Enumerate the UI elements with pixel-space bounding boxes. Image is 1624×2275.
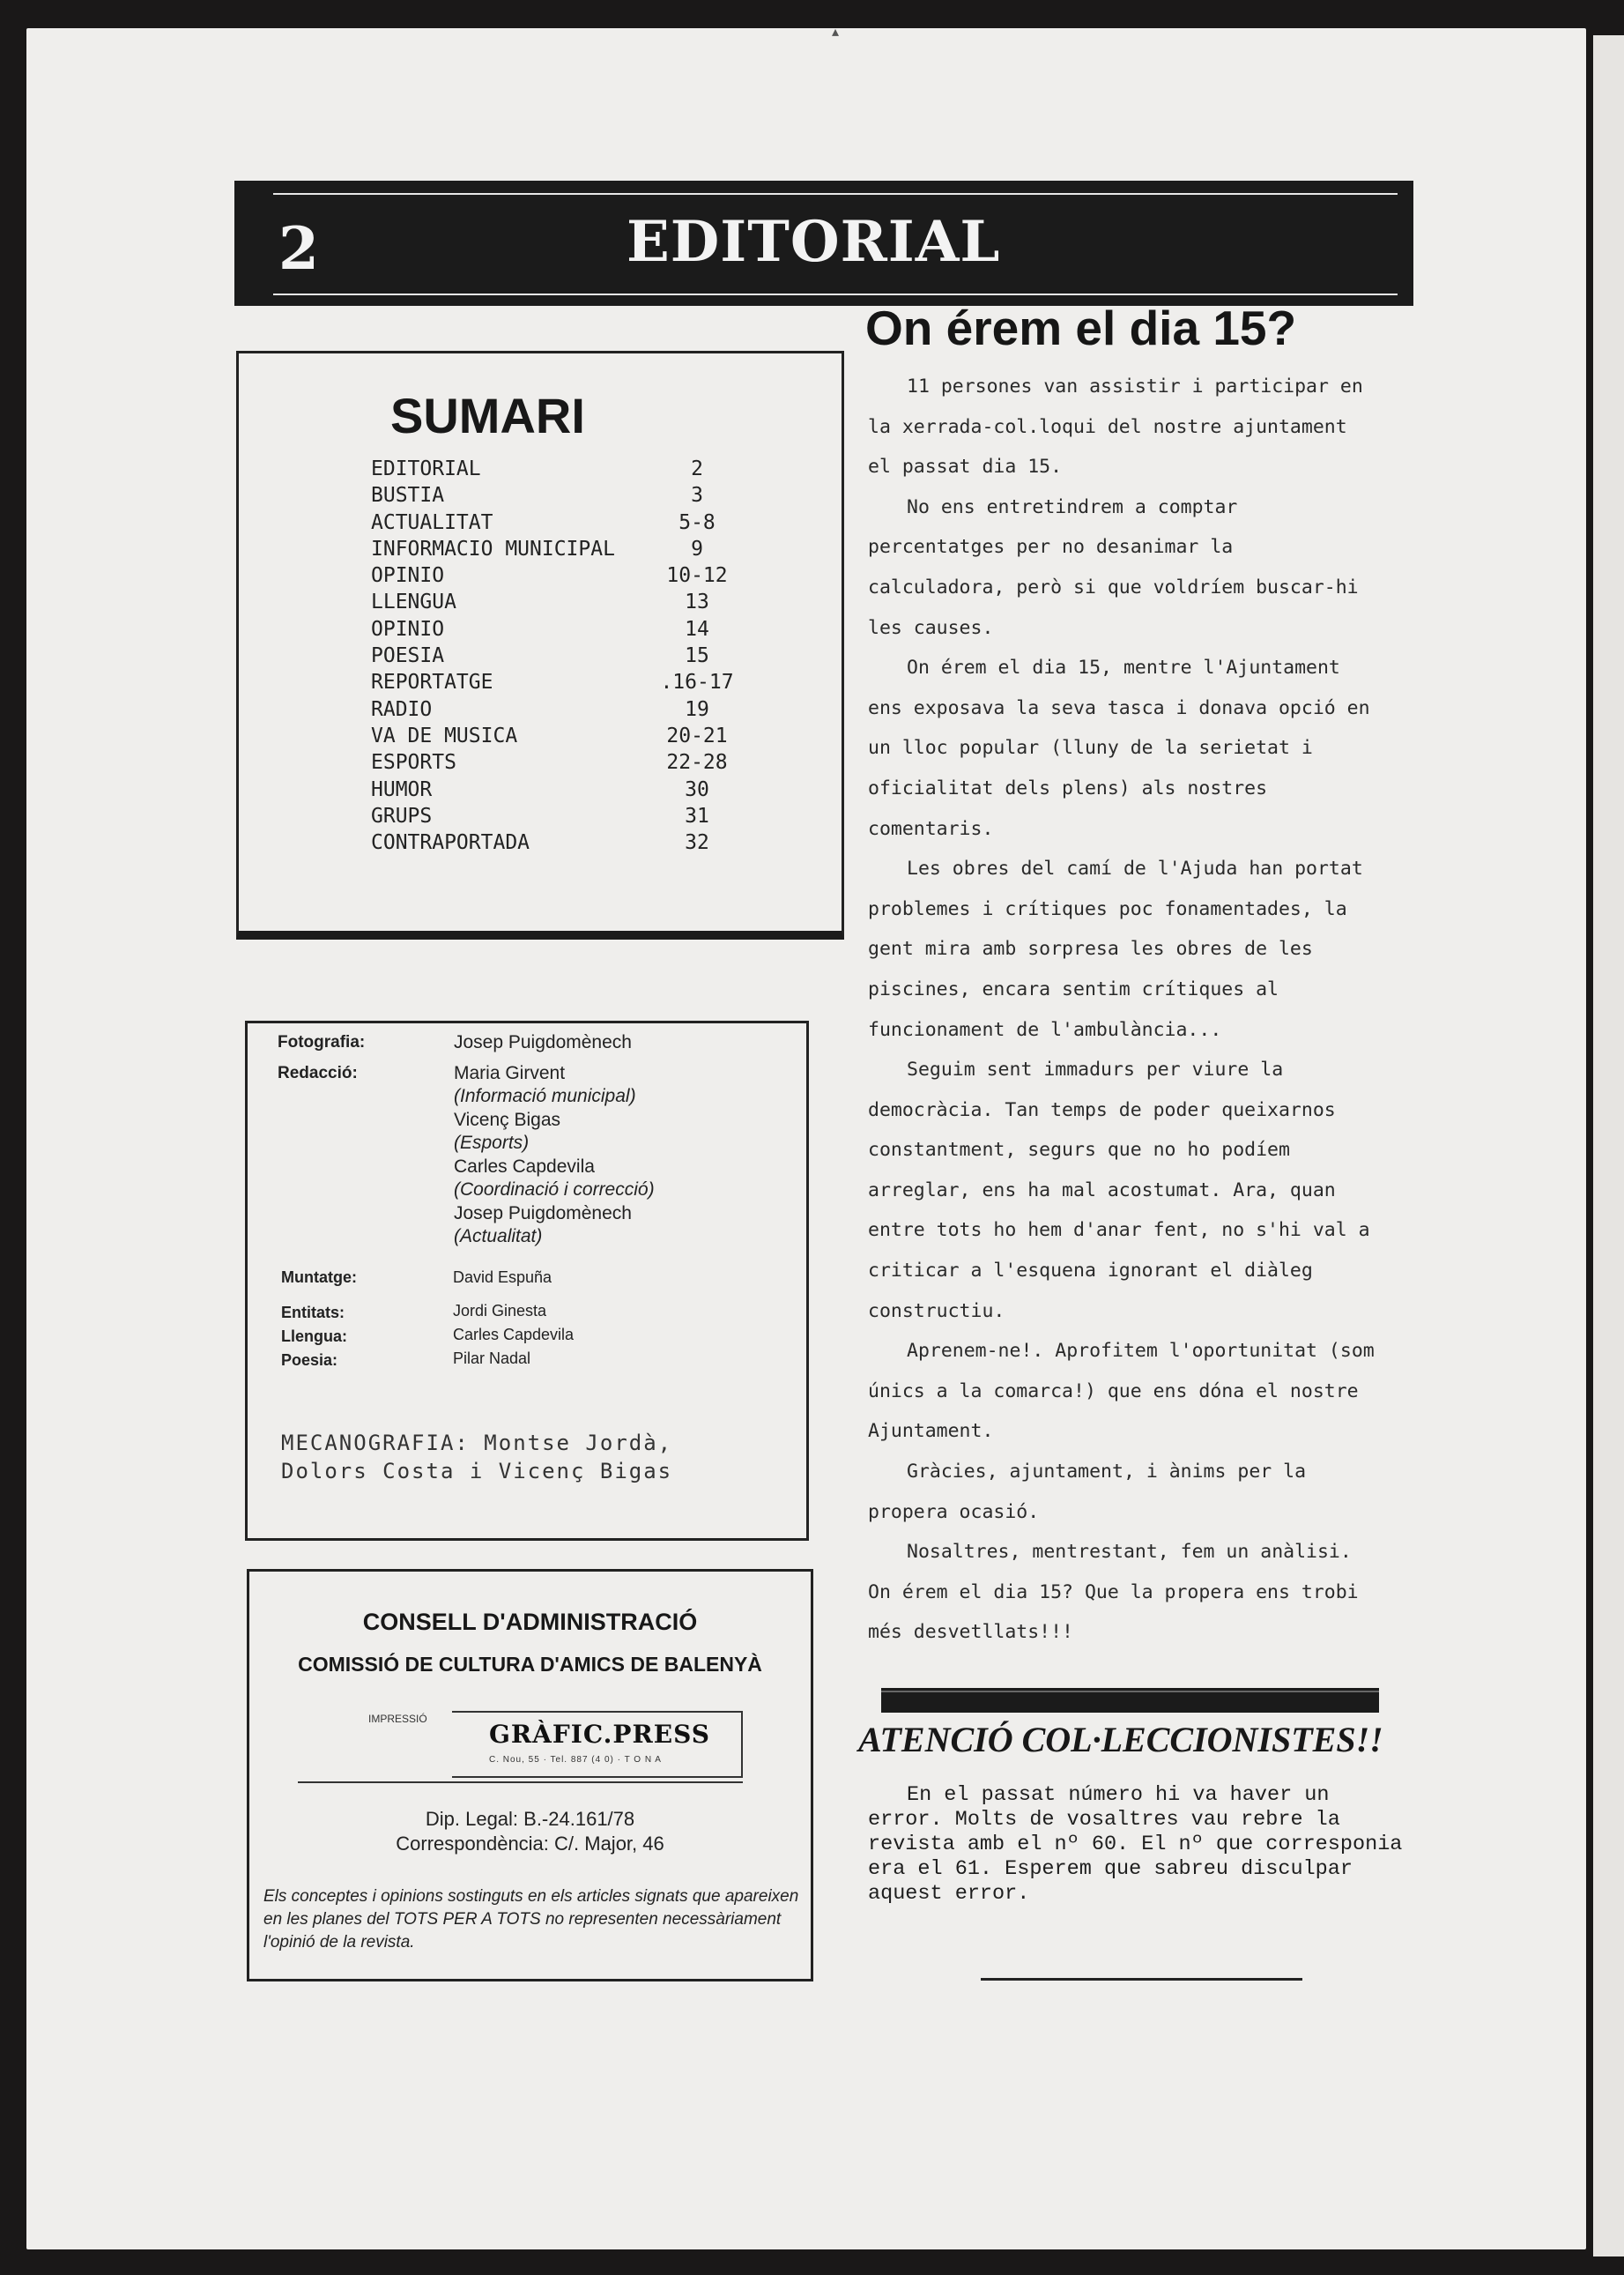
toc-label: GRUPS (371, 804, 433, 828)
table-of-contents (371, 457, 741, 858)
poesia-label: Poesia: (281, 1351, 338, 1369)
toc-row (371, 484, 741, 510)
redaccio-role: (Coordinació i correcció) (454, 1179, 655, 1200)
printer-logo-box (452, 1711, 743, 1778)
mecanografia-line: MECANOGRAFIA: Montse Jordà, (281, 1431, 673, 1455)
consell-divider (298, 1781, 743, 1783)
toc-page: 10-12 (666, 564, 728, 588)
poesia-value: Pilar Nadal (453, 1349, 531, 1367)
article-paragraph: Les obres del camí de l'Ajuda han portat problemes i crítiques poc fonamentades, la gent mira amb sorpresa les obres de les piscines, encara sentim crítiques al funcionament de l'ambulància... (868, 858, 1363, 1041)
toc-row (371, 778, 741, 805)
toc-label: ACTUALITAT (371, 510, 493, 534)
toc-page: 19 (685, 697, 709, 721)
toc-label: ESPORTS (371, 751, 456, 775)
disclaimer: Els conceptes i opinions sostinguts en els articles signats que apareixen en les planes del TOTS PER A TOTS no representen necessàriament l'opinió de la revista. (263, 1887, 799, 1952)
article-paragraph: No ens entretindrem a comptar percentatges per no desanimar la calculadora, però si que voldríem buscar-hi les causes. (868, 495, 1359, 639)
printer-address: C. Nou, 55 · Tel. 887 (4 0) · T O N A (489, 1755, 662, 1765)
toc-label: EDITORIAL (371, 457, 481, 480)
redaccio-role: (Esports) (454, 1133, 530, 1153)
redaccio-role: (Actualitat) (454, 1226, 543, 1246)
toc-page: 20-21 (666, 724, 728, 747)
toc-page: 14 (685, 617, 709, 641)
toc-row (371, 457, 741, 484)
article-title: On érem el dia 15? (865, 301, 1297, 355)
toc-page: 32 (685, 831, 709, 855)
muntatge-label: Muntatge: (281, 1268, 357, 1286)
toc-page: 9 (691, 537, 703, 561)
toc-label: POESIA (371, 644, 445, 668)
toc-row (371, 805, 741, 831)
toc-row (371, 831, 741, 858)
toc-page: 2 (691, 457, 703, 480)
toc-page: 3 (691, 484, 703, 508)
separator-bar (881, 1684, 1379, 1713)
redaccio-name: Vicenç Bigas (454, 1110, 561, 1130)
toc-page: .16-17 (660, 671, 734, 695)
toc-label: REPORTATGE (371, 671, 493, 695)
fotografia-value: Josep Puigdomènech (454, 1032, 632, 1052)
sumari-title: SUMARI (390, 388, 585, 443)
toc-page: 13 (685, 591, 709, 614)
toc-row (371, 725, 741, 751)
toc-label: HUMOR (371, 777, 433, 801)
mecanografia-line: Dolors Costa i Vicenç Bigas (281, 1459, 673, 1483)
toc-label: OPINIO (371, 617, 445, 641)
toc-label: OPINIO (371, 564, 445, 588)
redaccio-name: Josep Puigdomènech (454, 1203, 632, 1223)
toc-page: 22-28 (666, 751, 728, 775)
printer-logo: GRÀFIC.PRESS (489, 1720, 710, 1749)
section-header (234, 181, 1413, 306)
consell-box (247, 1569, 813, 1981)
redaccio-name: Carles Capdevila (454, 1156, 595, 1177)
redaccio-role: (Informació municipal) (454, 1086, 636, 1106)
section-title: EDITORIAL (627, 209, 1001, 275)
consell-subtitle: COMISSIÓ DE CULTURA D'AMICS DE BALENYÀ (298, 1653, 762, 1676)
toc-row (371, 698, 741, 725)
dip-legal: Dip. Legal: B.-24.161/78 (425, 1808, 635, 1830)
toc-row (371, 618, 741, 644)
article-paragraph: Aprenem-ne!. Aprofitem l'oportunitat (som únics a la comarca!) que ens dóna el nostre Ajuntament. (868, 1340, 1375, 1443)
header-rule-bottom (273, 294, 1398, 295)
article-paragraph: Nosaltres, mentrestant, fem un anàlisi. On érem el dia 15? Que la propera ens trobi més desvetllats!!! (868, 1541, 1359, 1644)
article-paragraph: On érem el dia 15, mentre l'Ajuntament ens exposava la seva tasca i donava opció en un lloc popular (lluny de la serietat i oficialitat dels plens) als nostres comentaris. (868, 657, 1370, 840)
toc-label: BUSTIA (371, 484, 445, 508)
toc-row (371, 511, 741, 538)
article-paragraph: 11 persones van assistir i participar en la xerrada-col.loqui del nostre ajuntament el passat dia 15. (868, 375, 1363, 479)
print-mark: ▴ (832, 23, 840, 40)
sumari-box (236, 351, 844, 940)
toc-row (371, 564, 741, 591)
article-paragraph: Seguim sent immadurs per viure la democràcia. Tan temps de poder queixarnos constantment, segurs que no ho podíem arreglar, ens ha mal acostumat. Ara, quan entre tots ho hem d'anar fent, no s'hi val a criticar a l'esquena ignorant el diàleg constructiu. (868, 1059, 1370, 1322)
page-number: 2 (278, 214, 319, 283)
correspondencia: Correspondència: C/. Major, 46 (396, 1833, 664, 1855)
toc-label: INFORMACIO MUNICIPAL (371, 537, 615, 561)
muntatge-value: David Espuña (453, 1268, 552, 1286)
toc-page: 30 (685, 777, 709, 801)
toc-label: CONTRAPORTADA (371, 831, 530, 855)
llengua-label: Llengua: (281, 1327, 347, 1345)
toc-row (371, 644, 741, 671)
toc-page: 15 (685, 644, 709, 668)
redaccio-name: Maria Girvent (454, 1063, 566, 1083)
toc-page: 5-8 (679, 510, 716, 534)
mecanografia-credit (281, 1429, 672, 1485)
article-body (868, 367, 1375, 1653)
entitats-label: Entitats: (281, 1304, 345, 1321)
toc-label: VA DE MUSICA (371, 724, 518, 747)
entitats-value: Jordi Ginesta (453, 1302, 547, 1320)
redaccio-label: Redacció: (278, 1064, 358, 1082)
impressio-label: IMPRESSIÓ (368, 1713, 427, 1725)
fotografia-label: Fotografia: (278, 1033, 366, 1052)
credits-box (245, 1021, 809, 1541)
header-rule-top (273, 193, 1398, 195)
toc-row (371, 538, 741, 564)
toc-row (371, 671, 741, 697)
consell-title: CONSELL D'ADMINISTRACIÓ (362, 1609, 698, 1635)
notice-title: ATENCIÓ COL·LECCIONISTES!! (858, 1720, 1383, 1759)
toc-label: RADIO (371, 697, 433, 721)
toc-label: LLENGUA (371, 591, 456, 614)
toc-page: 31 (685, 804, 709, 828)
article-paragraph: Gràcies, ajuntament, i ànims per la propera ocasió. (868, 1461, 1307, 1523)
next-page-edge (1593, 35, 1624, 2256)
end-rule (981, 1978, 1302, 1981)
toc-row (371, 751, 741, 777)
llengua-value: Carles Capdevila (453, 1326, 575, 1343)
notice-body: En el passat número hi va haver un error. Molts de vosaltres vau rebre la revista amb el nº 60. El nº que corresponia era el 61. Esperem que sabreu disculpar aquest error. (868, 1783, 1403, 1906)
toc-row (371, 591, 741, 617)
